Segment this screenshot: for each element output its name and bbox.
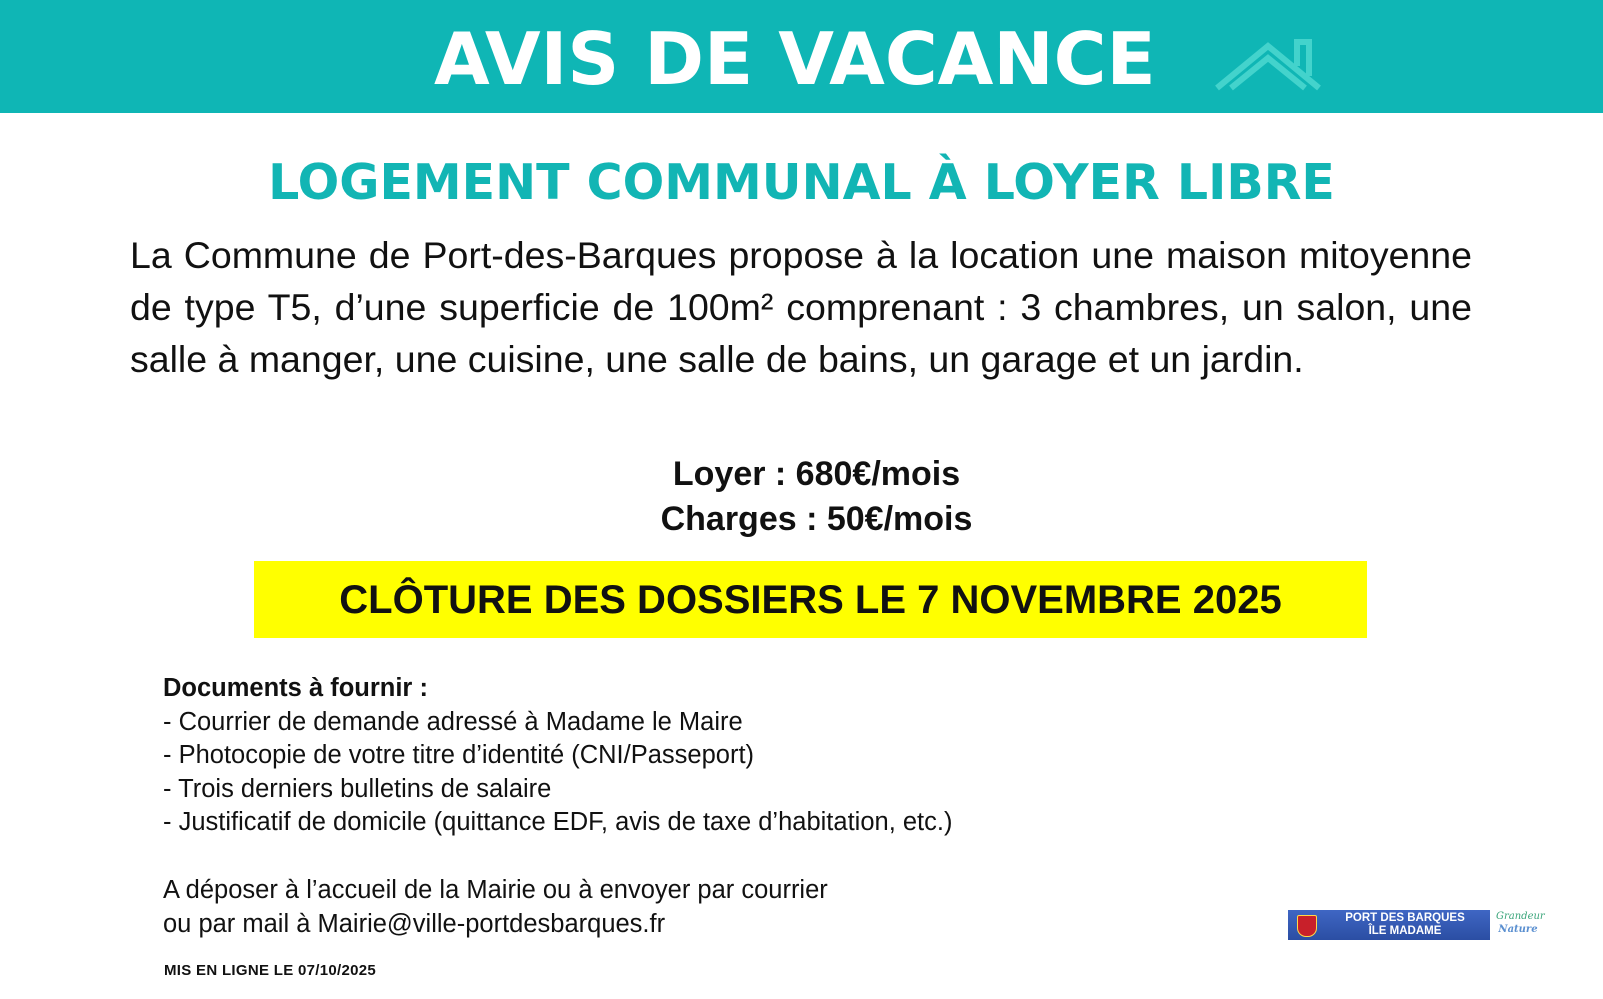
deadline-text: CLÔTURE DES DOSSIERS LE 7 NOVEMBRE 2025 xyxy=(339,578,1282,622)
logo-tag-2: Nature xyxy=(1498,924,1538,935)
house-roof-icon xyxy=(1213,38,1323,94)
logo-line-2: ÎLE MADAME xyxy=(1368,925,1442,937)
list-item: - Courrier de demande adressé à Madame le Maire xyxy=(163,707,743,736)
price-block xyxy=(0,452,1603,542)
logo-box xyxy=(1288,910,1490,940)
logo-tagline xyxy=(1496,910,1545,936)
list-item: - Trois derniers bulletins de salaire xyxy=(163,774,552,803)
rent-text: Loyer : 680€/mois xyxy=(672,455,961,493)
town-logo xyxy=(1288,908,1545,942)
documents-heading: Documents à fournir : xyxy=(163,674,428,702)
header-banner xyxy=(0,0,1603,113)
list-item: - Photocopie de votre titre d’identité (CNI/Passeport) xyxy=(163,741,755,769)
submit-line-2: ou par mail à Mairie@ville-portdesbarques.fr xyxy=(163,909,666,938)
submission-instructions xyxy=(163,874,828,941)
list-item: - Justificatif de domicile (quittance EDF, avis de taxe d’habitation, etc.) xyxy=(163,808,953,836)
submit-line-1: A déposer à l’accueil de la Mairie ou à envoyer par courrier xyxy=(163,876,828,904)
crest-icon xyxy=(1297,915,1317,937)
charges-text: Charges : 50€/mois xyxy=(660,500,973,538)
logo-tag-1: Grandeur xyxy=(1496,911,1545,922)
posted-date: MIS EN LIGNE LE 07/10/2025 xyxy=(164,962,377,979)
logo-line-1: PORT DES BARQUES xyxy=(1345,912,1465,924)
logo-text xyxy=(1324,912,1486,938)
banner-title: AVIS DE VACANCE xyxy=(434,17,1156,101)
deadline-banner xyxy=(254,561,1367,638)
documents-list xyxy=(163,672,952,840)
property-description: La Commune de Port-des-Barques propose à la location une maison mitoyenne de type T5, d’une superficie de 100m² comprenant : 3 chambres, un salon, une salle à manger, une cuisine, une salle de bains, un garage et un jardin. xyxy=(130,234,1472,380)
page-subtitle: LOGEMENT COMMUNAL À LOYER LIBRE xyxy=(268,154,1335,211)
